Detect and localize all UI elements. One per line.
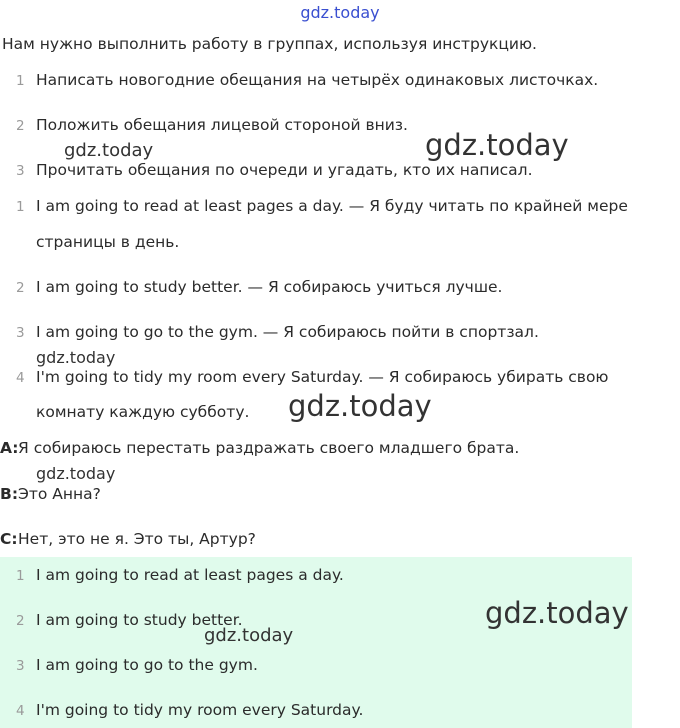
- dialogue-line: Это Анна?: [18, 485, 101, 503]
- watermark: gdz.today: [64, 140, 154, 161]
- instruction-number: 1: [16, 73, 25, 89]
- instruction-number: 2: [16, 118, 25, 134]
- answer-number: 1: [16, 568, 25, 584]
- answer-number: 4: [16, 703, 25, 719]
- speaker-label: B:: [0, 485, 19, 503]
- speaker-label: A:: [0, 439, 19, 457]
- dialogue-line: Нет, это не я. Это ты, Артур?: [18, 530, 256, 548]
- answer-text: I am going to go to the gym.: [36, 656, 258, 674]
- watermark: gdz.today: [204, 625, 294, 646]
- promise-number: 1: [16, 199, 25, 215]
- instruction-text: Положить обещания лицевой стороной вниз.: [36, 116, 408, 134]
- speaker-label: C:: [0, 530, 18, 548]
- watermark: gdz.today: [485, 596, 629, 630]
- promise-number: 2: [16, 280, 25, 296]
- watermark: gdz.today: [425, 128, 569, 162]
- instruction-text: Написать новогодние обещания на четырёх одинаковых листочках.: [36, 71, 599, 89]
- watermark: gdz.today: [288, 389, 432, 423]
- promise-text: I am going to study better. — Я собираюсь учиться лучше.: [36, 278, 503, 296]
- header-watermark: gdz.today: [300, 3, 380, 22]
- dialogue-line: Я собираюсь перестать раздражать своего младшего брата.: [18, 439, 520, 457]
- instruction-text: Прочитать обещания по очереди и угадать, кто их написал.: [36, 161, 533, 179]
- promise-text-continued: страницы в день.: [36, 233, 180, 251]
- promise-text: I am going to go to the gym. — Я собираюсь пойти в спортзал.: [36, 323, 539, 341]
- answer-number: 2: [16, 613, 25, 629]
- promise-text-continued: комнату каждую субботу.: [36, 403, 250, 421]
- answer-text: I am going to read at least pages a day.: [36, 566, 344, 584]
- watermark: gdz.today: [36, 348, 116, 367]
- answer-text: I'm going to tidy my room every Saturday.: [36, 701, 364, 719]
- answer-number: 3: [16, 658, 25, 674]
- promise-number: 3: [16, 325, 25, 341]
- promise-text: I am going to read at least pages a day. — Я буду читать по крайней мере: [36, 197, 628, 215]
- intro-text: Нам нужно выполнить работу в группах, используя инструкцию.: [2, 35, 537, 53]
- instruction-number: 3: [16, 163, 25, 179]
- watermark: gdz.today: [36, 464, 116, 483]
- promise-number: 4: [16, 370, 25, 386]
- promise-text: I'm going to tidy my room every Saturday. — Я собираюсь убирать свою: [36, 368, 609, 386]
- answer-text: I am going to study better.: [36, 611, 243, 629]
